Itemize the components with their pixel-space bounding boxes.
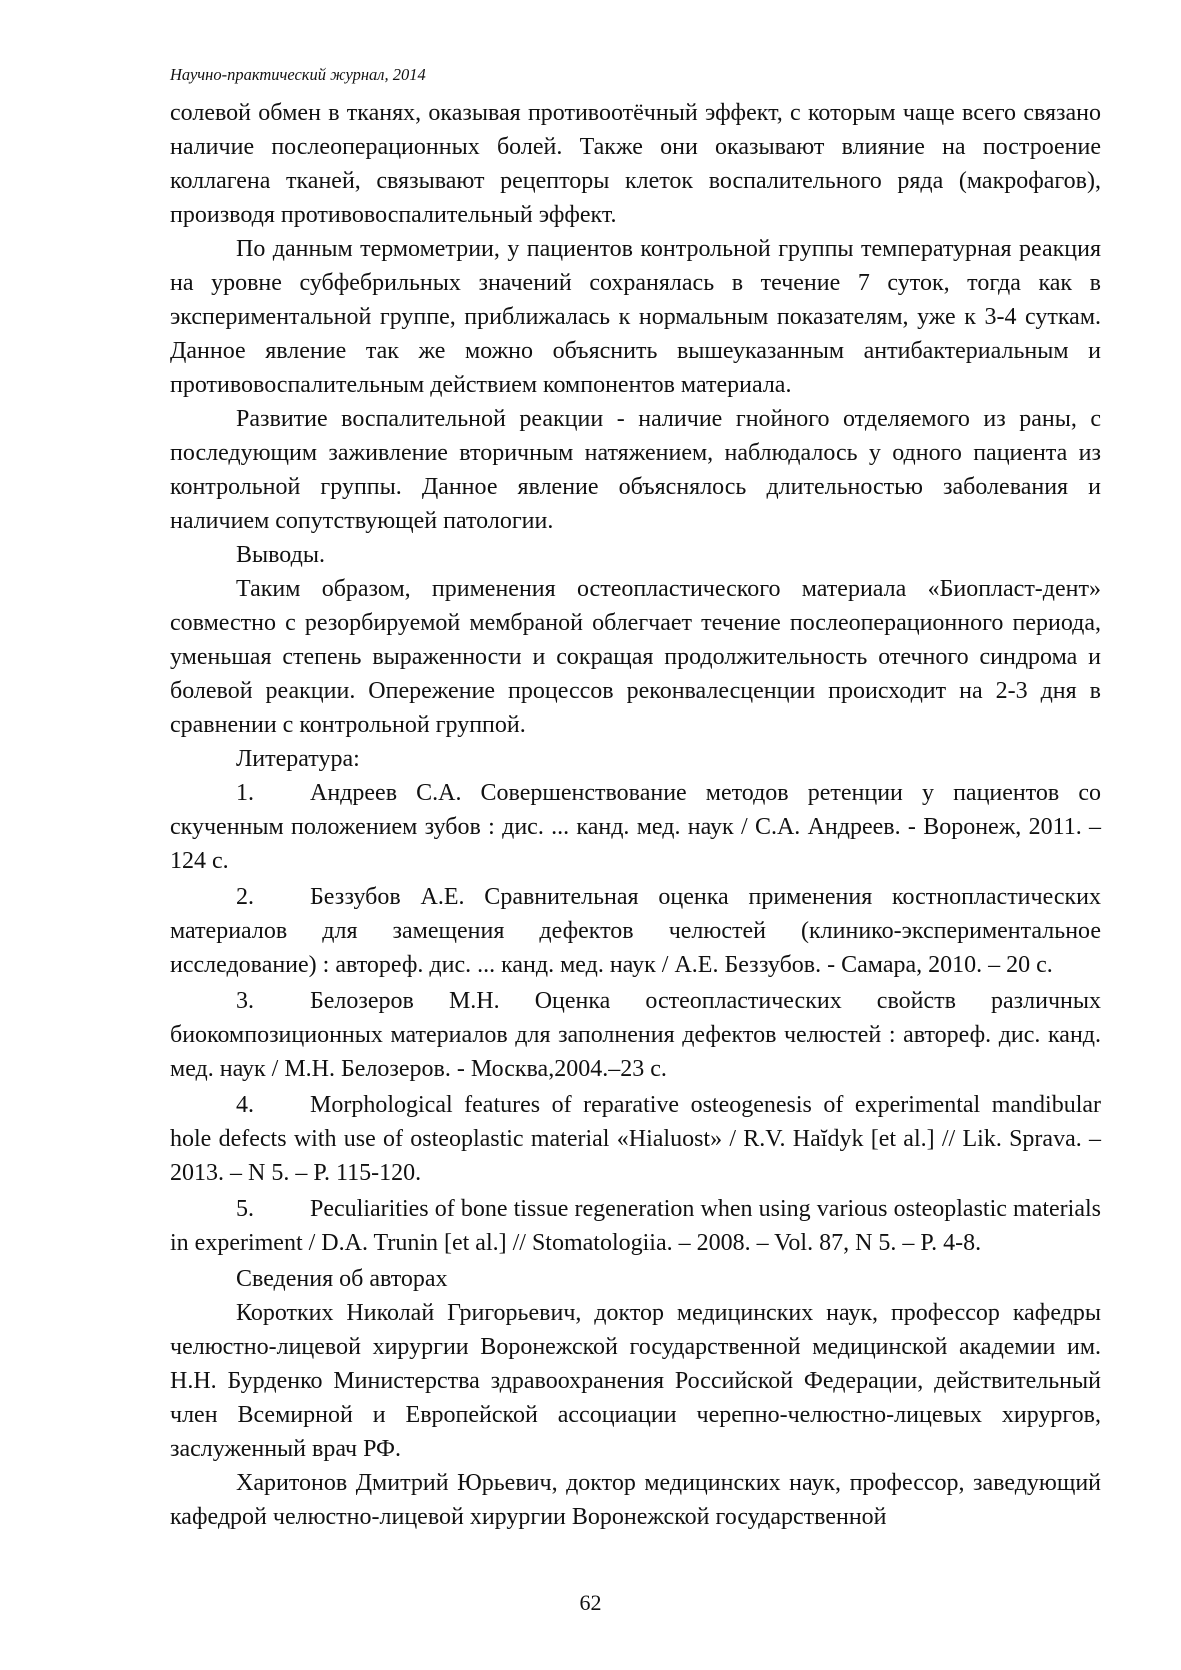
reference-text: Белозеров М.Н. Оценка остеопластических свойств различных биокомпозиционных материалов для заполнения дефектов челюстей : автореф. дис. канд. мед. наук / М.Н. Белозеров. - Москва,2004.–23 с. [170,988,1101,1082]
paragraph: Таким образом, применения остеопластического материала «Биопласт-дент» совместно с резорбируемой мембраной облегчает течение послеоперационного периода, уменьшая степень выраженности и сокращая продолжительность отечного синдрома и болевой реакции. Опережение процессов реконвалесценции происходит на 2-3 дня в сравнении с контрольной группой. [170,576,1101,738]
reference-number: 3. [236,988,254,1014]
paragraph: солевой обмен в тканях, оказывая противоотёчный эффект, с которым чаще всего связано наличие послеоперационных болей. Также они оказывают влияние на построение коллагена тканей, связывают рецепторы клеток воспалительного ряда (макрофагов), производя противовоспалительный эффект. [170,100,1101,228]
references-heading: Литература: [236,746,360,772]
reference-number: 1. [236,780,254,806]
conclusions-heading: Выводы. [236,542,325,568]
page-content [170,64,1101,1534]
author-info: Коротких Николай Григорьевич, доктор медицинских наук, профессор кафедры челюстно-лицевой хирургии Воронежской государственной медицинской академии им. Н.Н. Бурденко Министерства здравоохранения Российской Федерации, действительный член Всемирной и Европейской ассоциации черепно-челюстно-лицевых хирургов, заслуженный врач РФ. [170,1300,1101,1462]
reference-item [170,776,1101,878]
authors-heading: Сведения об авторах [236,1266,448,1292]
reference-number: 5. [236,1196,254,1222]
page-number: 62 [579,1590,602,1615]
reference-number: 4. [236,1092,254,1118]
paragraph: По данным термометрии, у пациентов контрольной группы температурная реакция на уровне субфебрильных значений сохранялась в течение 7 суток, тогда как в экспериментальной группе, приближалась к нормальным показателям, уже к 3-4 суткам. Данное явление так же можно объяснить вышеуказанным антибактериальным и противовоспалительным действием компонентов материала. [170,236,1101,398]
reference-text: Андреев С.А. Совершенствование методов ретенции у пациентов со скученным положением зубов : дис. ... канд. мед. наук / С.А. Андреев. - Воронеж, 2011. – 124 с. [170,780,1101,874]
reference-text: Беззубов А.Е. Сравнительная оценка применения костнопластических материалов для замещения дефектов челюстей (клинико-экспериментальное исследование) : автореф. дис. ... канд. мед. наук / А.Е. Беззубов. - Самара, 2010. – 20 с. [170,884,1101,978]
reference-item [170,984,1101,1086]
reference-text: Morphological features of reparative osteogenesis of experimental mandibular hole defects with use of osteoplastic material «Hialuost» / R.V. Haĭdyk [et al.] // Lik. Sprava. – 2013. – N 5. – P. 115-120. [170,1092,1101,1186]
reference-number: 2. [236,884,254,910]
reference-text: Peculiarities of bone tissue regeneration when using various osteoplastic materials in experiment / D.A. Trunin [et al.] // Stomatologiia. – 2008. – Vol. 87, N 5. – P. 4-8. [170,1196,1101,1256]
reference-item [170,1088,1101,1190]
reference-item [170,880,1101,982]
author-info: Харитонов Дмитрий Юрьевич, доктор медицинских наук, профессор, заведующий кафедрой челюстно-лицевой хирургии Воронежской государственной [170,1470,1101,1530]
journal-header: Научно-практический журнал, 2014 [170,65,426,84]
paragraph: Развитие воспалительной реакции - наличие гнойного отделяемого из раны, с последующим заживление вторичным натяжением, наблюдалось у одного пациента из контрольной группы. Данное явление объяснялось длительностью заболевания и наличием сопутствующей патологии. [170,406,1101,534]
article-body [170,96,1101,1534]
reference-item [170,1192,1101,1260]
